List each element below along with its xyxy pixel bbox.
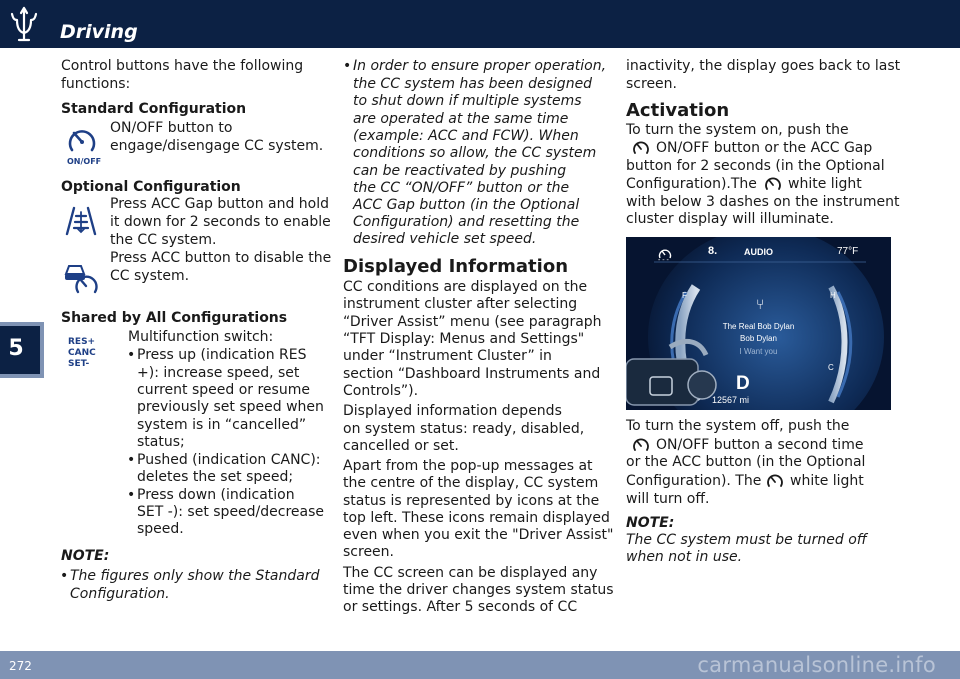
rcs-label-set: SET- — [68, 359, 90, 369]
page-title: Driving — [60, 21, 138, 43]
p4-line-2: time the driver changes system status — [343, 582, 614, 598]
p0-line-2: screen. — [626, 76, 677, 92]
p2-line-2: on system status: ready, disabled, — [343, 421, 585, 437]
note-col3-line-2: when not in use. — [626, 549, 743, 565]
p1-line-4: “TFT Display: Menus and Settings" — [343, 331, 585, 347]
multifunction-title: Multifunction switch: — [128, 329, 274, 345]
note-col2-line-1: • In order to ensure proper operation, — [353, 58, 606, 76]
rcs-label-res: RES+ — [68, 337, 96, 347]
cruise-speedometer-icon — [64, 124, 100, 156]
p1-line-1: CC conditions are displayed on the — [343, 279, 588, 295]
p4-line-3: or settings. After 5 seconds of CC — [343, 599, 578, 615]
p1-line-2: instrument cluster after selecting — [343, 296, 578, 312]
shared-config-heading: Shared by All Configurations — [61, 310, 288, 326]
page-number: 272 — [9, 659, 32, 673]
p1-line-3: “Driver Assist” menu (see paragraph — [343, 314, 602, 330]
act-line-5: with below 3 dashes on the instrument — [626, 194, 900, 210]
bullet-res-4: previously set speed when — [137, 399, 324, 415]
bullet-res-2: +): increase speed, set — [137, 365, 300, 381]
p3-line-4: top left. These icons remain displayed — [343, 510, 610, 526]
trident-logo-icon — [8, 6, 40, 42]
p3-line-3: status is represented by icons at the — [343, 493, 600, 509]
act-line-1: To turn the system on, push the — [626, 122, 849, 138]
cluster-usb-icon: ⑂ — [756, 297, 765, 313]
cluster-temp-c: C — [828, 363, 834, 372]
note-col2-line-7: can be reactivated by pushing — [353, 163, 567, 179]
watermark: carmanualsonline.info — [697, 653, 936, 677]
note-col2-line-2: the CC system has been designed — [353, 76, 593, 92]
cluster-album: I Want you — [739, 347, 778, 356]
p1-line-7: Controls”). — [343, 383, 419, 399]
off-line-4-post: white light — [790, 473, 864, 489]
cluster-song: The Real Bob Dylan — [722, 322, 795, 331]
bullet-res-5: system is in “cancelled” — [137, 417, 307, 433]
optional-config-heading: Optional Configuration — [61, 179, 241, 195]
act-line-2: ON/OFF button or the ACC Gap — [656, 140, 873, 156]
cruise-icon-inline-4 — [766, 473, 784, 489]
note-col3-line-1: The CC system must be turned off — [626, 532, 867, 548]
cluster-dashes: - - - — [658, 257, 669, 264]
note-col1-line-1: • The figures only show the Standard — [70, 568, 319, 586]
cluster-power-icon: 8. — [708, 245, 718, 257]
act-line-6: cluster display will illuminate. — [626, 211, 834, 227]
cruise-icon-inline-3 — [632, 437, 650, 453]
rcs-label-canc: CANC — [68, 348, 96, 358]
onoff-text-2: engage/disengage CC system. — [110, 138, 324, 154]
onoff-text-1: ON/OFF button to — [110, 120, 233, 136]
intro-line-1: Control buttons have the following — [61, 58, 304, 74]
bullet-set-3: speed. — [137, 521, 184, 537]
note-label-col1: NOTE: — [61, 548, 110, 564]
p4-line-1: The CC screen can be displayed any — [343, 565, 598, 581]
note-col2-line-10: Configuration) and resetting the — [353, 214, 580, 230]
acc-gap-text-1: Press ACC Gap button and hold — [110, 196, 330, 212]
note-col2-line-4: are operated at the same time — [353, 111, 569, 127]
cluster-fuel-f: F — [682, 291, 687, 300]
off-line-4-pre: Configuration). The — [626, 473, 762, 489]
page-header — [0, 0, 960, 48]
note-col2-line-6: conditions so allow, the CC system — [353, 145, 597, 161]
cluster-temperature: 77°F — [837, 246, 859, 257]
bullet-set-1: • Press down (indication — [137, 487, 295, 505]
acc-gap-text-3: the CC system. — [110, 232, 217, 248]
p1-line-5: under “Instrument Cluster” in — [343, 348, 552, 364]
bullet-res-3: current speed or resume — [137, 382, 310, 398]
p2-line-1: Displayed information depends — [343, 403, 562, 419]
cruise-icon-inline-1 — [632, 140, 650, 156]
bullet-canc-1: • Pushed (indication CANC): — [137, 452, 321, 470]
p3-line-6: screen. — [343, 544, 394, 560]
onoff-icon-label: ON/OFF — [67, 157, 102, 166]
cluster-artist: Bob Dylan — [740, 334, 777, 343]
note-col2-line-3: to shut down if multiple systems — [353, 93, 582, 109]
acc-text-2: CC system. — [110, 268, 190, 284]
p3-line-5: even when you exit the "Driver Assist" — [343, 527, 614, 543]
off-line-1: To turn the system off, push the — [626, 418, 850, 434]
cluster-odometer: 12567 mi — [712, 395, 750, 405]
bullet-res-6: status; — [137, 434, 185, 450]
bullet-res-1: • Press up (indication RES — [137, 347, 307, 365]
activation-heading: Activation — [626, 100, 730, 121]
acc-gap-icon — [64, 204, 98, 238]
cluster-audio-label: AUDIO — [744, 247, 773, 257]
act-line-3: button for 2 seconds (in the Optional — [626, 158, 885, 174]
p2-line-3: cancelled or set. — [343, 438, 459, 454]
displayed-info-heading: Displayed Information — [343, 256, 569, 277]
intro-line-2: functions: — [61, 76, 131, 92]
p3-line-1: Apart from the pop-up messages at — [343, 458, 593, 474]
standard-config-heading: Standard Configuration — [61, 101, 247, 117]
note-col2-line-9: ACC Gap button (in the Optional — [353, 197, 580, 213]
acc-text-1: Press ACC button to disable the — [110, 250, 332, 266]
acc-car-speedometer-icon — [64, 258, 102, 296]
note-col2-line-5: (example: ACC and FCW). When — [353, 128, 579, 144]
p0-line-1: inactivity, the display goes back to last — [626, 58, 901, 74]
cluster-cc-icon — [658, 245, 672, 257]
note-label-col3: NOTE: — [626, 515, 675, 531]
cruise-icon-inline-2 — [764, 176, 782, 192]
note-col2-line-8: the CC “ON/OFF” button or the — [353, 180, 570, 196]
bullet-set-2: SET -): set speed/decrease — [137, 504, 325, 520]
off-line-3: or the ACC button (in the Optional — [626, 454, 866, 470]
p1-line-6: section “Dashboard Instruments and — [343, 366, 601, 382]
bullet-canc-2: deletes the set speed; — [137, 469, 294, 485]
instrument-cluster-image — [626, 237, 891, 410]
cluster-gear: D — [736, 373, 750, 394]
note-col1-line-2: Configuration. — [70, 586, 170, 602]
off-line-5: will turn off. — [626, 491, 710, 507]
note-col2-line-11: desired vehicle set speed. — [353, 231, 537, 247]
page-footer — [0, 651, 960, 679]
acc-gap-text-2: it down for 2 seconds to enable — [110, 214, 331, 230]
act-line-4-post: white light — [788, 176, 862, 192]
chapter-number: 5 — [8, 336, 24, 361]
p3-line-2: the centre of the display, CC system — [343, 475, 599, 491]
cluster-temp-h: H — [830, 291, 836, 300]
off-line-2: ON/OFF button a second time — [656, 437, 864, 453]
act-line-4-pre: Configuration).The — [626, 176, 757, 192]
chapter-tab — [0, 322, 44, 378]
